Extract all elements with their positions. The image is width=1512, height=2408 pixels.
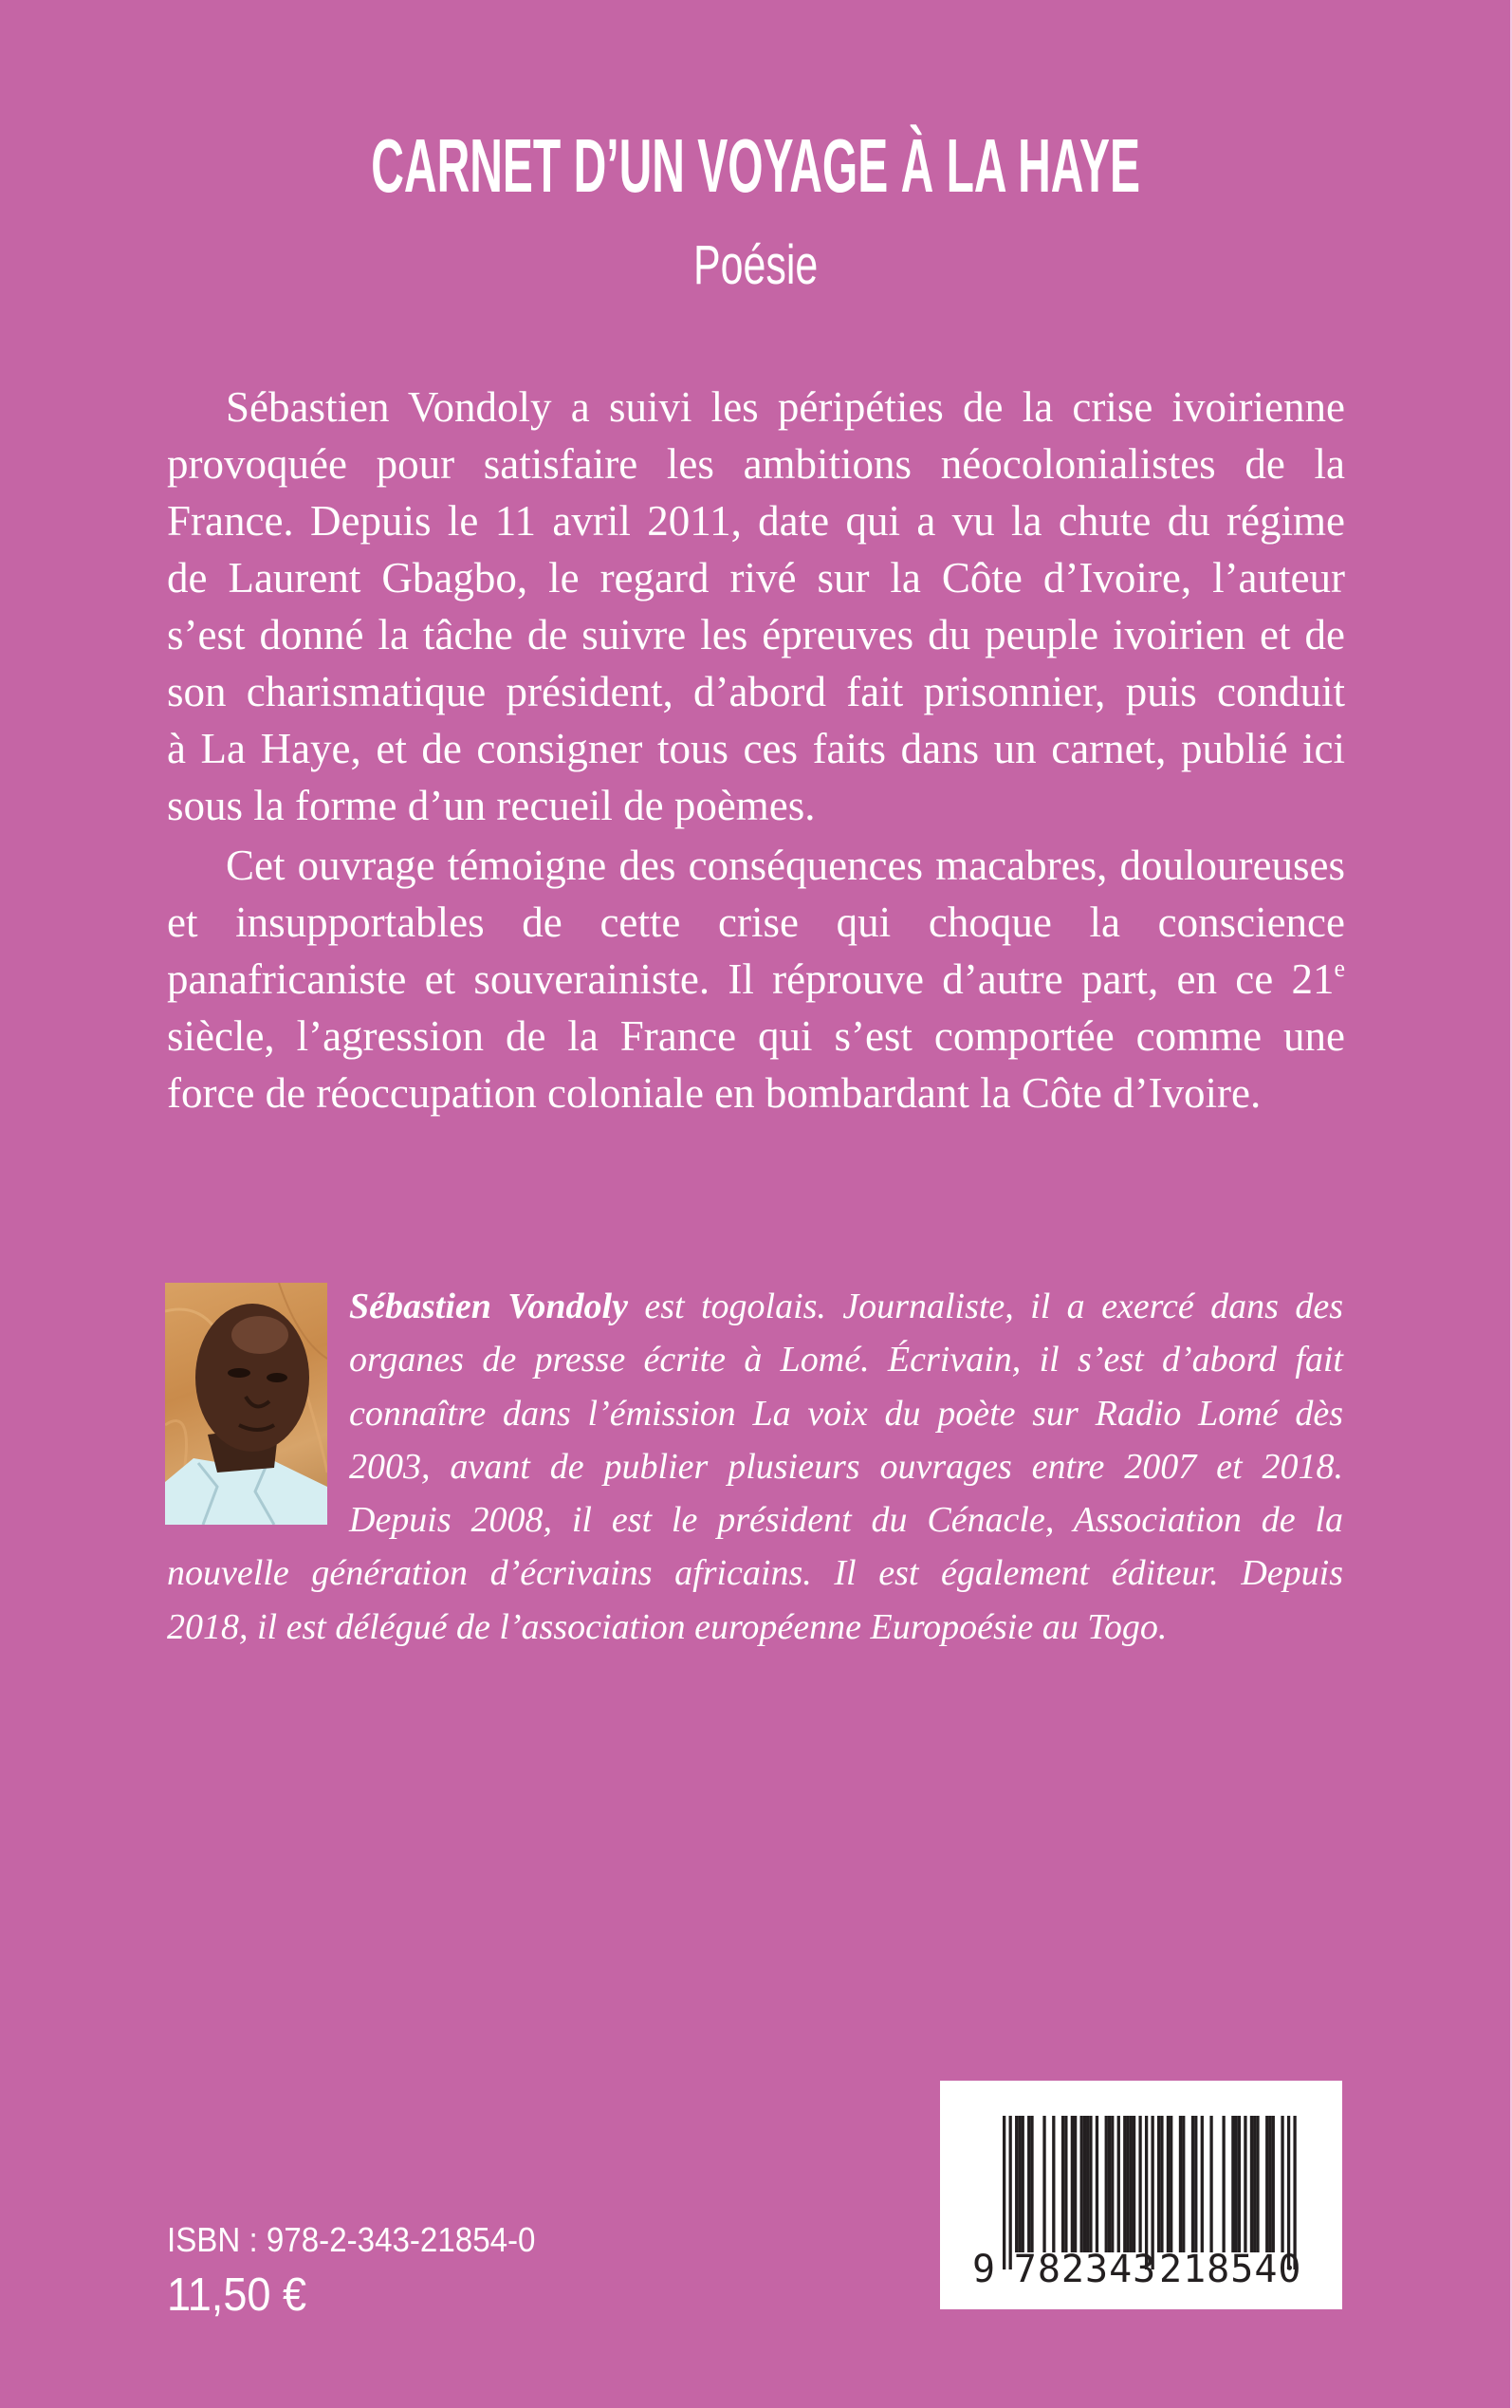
summary-line: à La Haye, et de consigner tous ces faits dans un carnet, publié ici — [167, 725, 1345, 772]
summary-line: de Laurent Gbagbo, le regard rivé sur la Côte d’Ivoire, l’auteur — [167, 554, 1345, 602]
price-label: 11,50 € — [167, 2269, 307, 2321]
bio-line: 2018, il est délégué de l’association européenne Europoésie au Togo. — [167, 1606, 1168, 1647]
bio-line: 2003, avant de publier plusieurs ouvrages entre 2007 et 2018. — [349, 1446, 1343, 1487]
bio-line: nouvelle génération d’écrivains africains. Il est également éditeur. Depuis — [167, 1553, 1343, 1594]
summary-line: sous la forme d’un recueil de poèmes. — [167, 782, 816, 829]
summary-line: Sébastien Vondoly a suivi les péripéties de la crise ivoirienne — [226, 383, 1345, 431]
summary-line: s’est donné la tâche de suivre les épreuves du peuple ivoirien et de — [167, 611, 1345, 658]
summary-paragraph-1 — [167, 379, 1345, 834]
bio-line: organes de presse écrite à Lomé. Écrivain, il s’est d’abord fait — [349, 1340, 1343, 1380]
summary-line: provoquée pour satisfaire les ambitions néocolonialistes de la — [167, 440, 1345, 488]
bio-line-text: est togolais. Journaliste, il a exercé dans des — [627, 1287, 1343, 1326]
summary-line: siècle, l’agression de la France qui s’est comportée comme une — [167, 1012, 1345, 1060]
back-cover-summary — [167, 379, 1345, 1121]
century-superscript: e — [1334, 954, 1345, 982]
author-name: Sébastien Vondoly — [349, 1287, 628, 1326]
summary-paragraph-2 — [167, 837, 1345, 1121]
summary-line: force de réoccupation coloniale en bombardant la Côte d’Ivoire. — [167, 1069, 1262, 1117]
bio-line: connaître dans l’émission La voix du poète sur Radio Lomé dès — [349, 1393, 1343, 1434]
summary-line — [167, 951, 1345, 1008]
barcode-digits-right: 218540 — [1159, 2248, 1302, 2291]
title-block — [0, 123, 1512, 208]
summary-line-text: panafricaniste et souverainiste. Il réprouve d’autre part, en ce 21 — [167, 955, 1335, 1003]
isbn-label: ISBN : 978-2-343-21854-0 — [167, 2220, 536, 2259]
bio-line: Depuis 2008, il est le président du Cénacle, Association de la — [349, 1500, 1343, 1541]
barcode-digit-lead: 9 — [972, 2248, 996, 2291]
summary-line: et insupportables de cette crise qui choque la conscience — [167, 898, 1345, 946]
summary-line: son charismatique président, d’abord fait prisonnier, puis conduit — [167, 668, 1345, 715]
bio-line — [349, 1280, 1343, 1333]
summary-line: Cet ouvrage témoigne des conséquences macabres, douloureuses — [226, 842, 1345, 889]
author-bio — [167, 1280, 1343, 1654]
book-title: CARNET D’UN VOYAGE À LA HAYE — [371, 123, 1141, 208]
book-genre: Poésie — [693, 234, 819, 296]
barcode-digits-left: 782343 — [1013, 2248, 1157, 2291]
subtitle-block — [0, 232, 1512, 299]
summary-line: France. Depuis le 11 avril 2011, date qui a vu la chute du régime — [167, 497, 1345, 545]
